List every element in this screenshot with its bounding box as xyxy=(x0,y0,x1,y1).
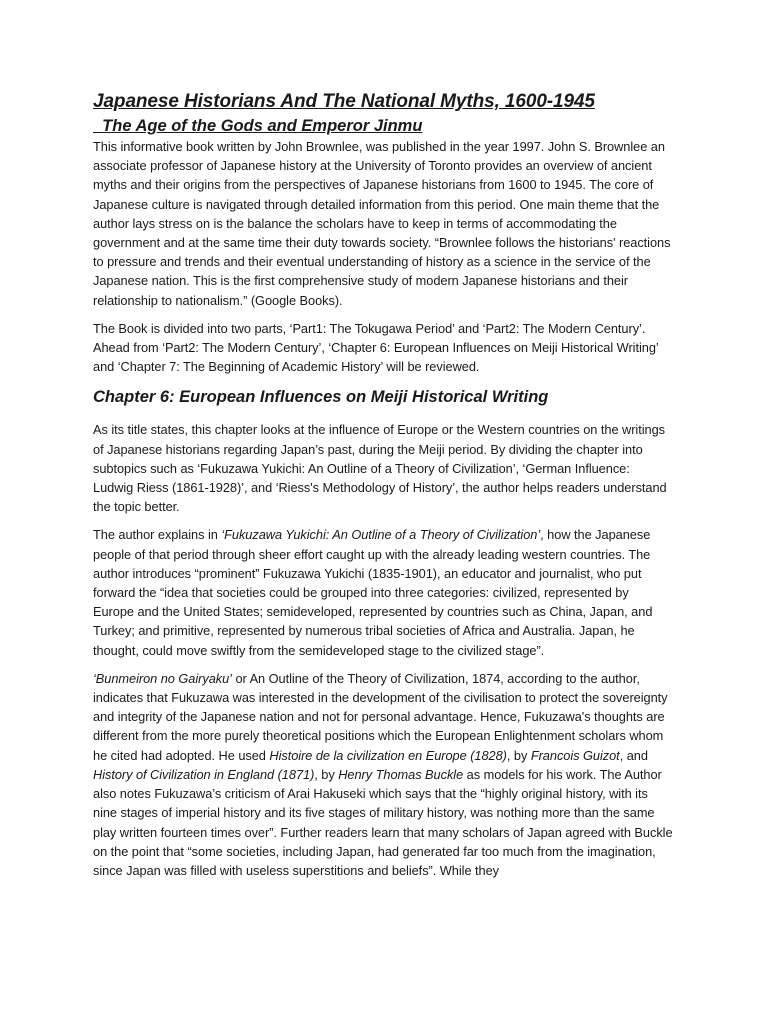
text-span: , how the Japanese people of that period through sheer effort caught up with the already leading western countries. The author introduces “prominent” Fukuzawa Yukichi (1835-1901), an educator and journalist, who put forward the “idea that societies could be grouped into three categories: civilized, represented by Europe and the United States; semideveloped, represented by countries such as China, Japan, and Turkey; and primitive, represented by numerous tribal societies of Africa and Australia. Japan, he thought, could move swiftly from the semideveloped stage to the civilized stage”. xyxy=(93,527,653,658)
chapter-paragraph-2 xyxy=(93,525,673,659)
intro-paragraph-1: This informative book written by John Brownlee, was published in the year 1997. John S. Brownlee an associate professor of Japanese history at the University of Toronto provides an overview of ancient myths and their origins from the perspectives of Japanese historians from 1600 to 1945. The core of Japanese culture is navigated through detailed information from this period. One main theme that the author lays stress on is the balance the scholars have to keep in terms of accommodating the government and at the same time their duty towards society. “Brownlee follows the historians' reactions to pressure and trends and their eventual understanding of history as a science in the service of the Japanese nation. This is the first comprehensive study of modern Japanese historians and their relationship to nationalism.” (Google Books). xyxy=(93,139,671,308)
author-name: Henry Thomas Buckle xyxy=(338,766,464,782)
text-span: as models for his work. The Author also notes Fukuzawa’s criticism of Arai Hakuseki which says that the “highly original history, with its nine stages of imperial history and its five stages of military history, was nothing more than the same play written fourteen times over”. Further readers learn that many scholars of Japan agreed with Buckle on the point that “some societies, including Japan, had generated far too much from the imagination, since Japan was filled with useless superstitions and beliefs”. While they xyxy=(93,766,673,878)
chapter-heading: Chapter 6: European Influences on Meiji Historical Writing xyxy=(93,388,549,407)
document-title: Japanese Historians And The National Myths, 1600-1945 xyxy=(93,91,595,112)
work-title: History of Civilization in England (1871) xyxy=(93,766,315,782)
work-title: ‘Fukuzawa Yukichi: An Outline of a Theory of Civilization’ xyxy=(221,527,541,543)
chapter-paragraph-1: As its title states, this chapter looks at the influence of Europe or the Western countries on the writings of Japanese historians regarding Japan’s past, during the Meiji period. By dividing the chapter into subtopics such as ‘Fukuzawa Yukichi: An Outline of a Theory of Civilization’, ‘German Influence: Ludwig Riess (1861-1928)’, and ‘Riess's Methodology of History’, the author helps readers understand the topic better. xyxy=(93,422,667,515)
author-name: Francois Guizot xyxy=(530,747,620,763)
text-span: , by xyxy=(506,747,531,763)
intro-paragraph-2: The Book is divided into two parts, ‘Part1: The Tokugawa Period’ and ‘Part2: The Modern Century’. Ahead from ‘Part2: The Modern Century’, ‘Chapter 6: European Influences on Meiji Historical Writing’ and ‘Chapter 7: The Beginning of Academic History’ will be reviewed. xyxy=(93,320,659,375)
chapter-paragraph-3 xyxy=(93,669,673,880)
text-span: , and xyxy=(619,747,648,763)
work-title: Histoire de la civilization en Europe (1828) xyxy=(269,747,507,763)
text-span: The author explains in xyxy=(93,527,222,543)
text-span: or An Outline of the Theory of Civilization, 1874, according to the author, indicates that Fukuzawa was interested in the development of the civilisation to protect the sovereignty and integrity of the Japanese nation and not for personal advantage. Hence, Fukuzawa's thoughts are different from the more purely theoretical positions which the European Enlightenment scholars whom he cited had adopted. He used xyxy=(93,670,668,763)
document-subtitle: The Age of the Gods and Emperor Jinmu xyxy=(93,117,423,135)
text-span: , by xyxy=(314,766,339,782)
work-title: ‘Bunmeiron no Gairyaku’ xyxy=(93,670,232,686)
